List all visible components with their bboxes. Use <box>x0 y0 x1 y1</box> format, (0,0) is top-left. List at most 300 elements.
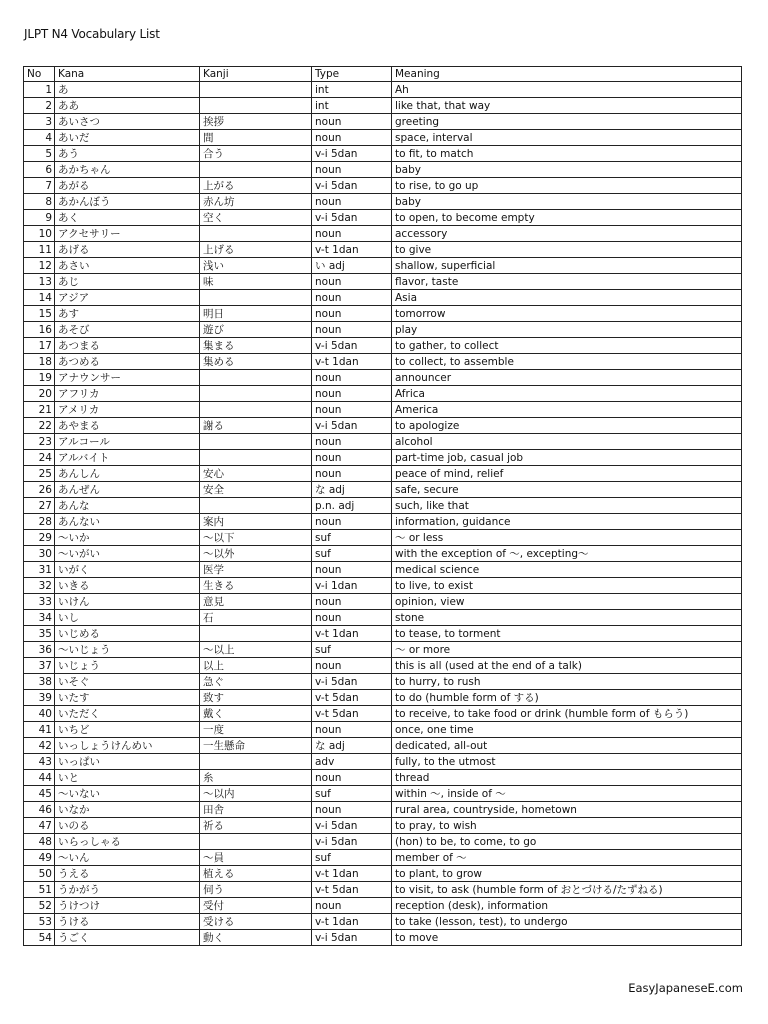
cell-no: 3 <box>24 114 55 130</box>
table-row <box>24 210 742 226</box>
cell-kana: あく <box>55 210 200 226</box>
cell-no: 11 <box>24 242 55 258</box>
cell-no: 42 <box>24 738 55 754</box>
cell-kana: いなか <box>55 802 200 818</box>
table-row <box>24 514 742 530</box>
cell-kana: いたす <box>55 690 200 706</box>
cell-type: int <box>312 98 392 114</box>
cell-kanji: 意見 <box>200 594 312 610</box>
cell-kanji <box>200 98 312 114</box>
cell-no: 7 <box>24 178 55 194</box>
cell-type: v-i 5dan <box>312 834 392 850</box>
cell-meaning: space, interval <box>392 130 742 146</box>
cell-no: 24 <box>24 450 55 466</box>
cell-type: v-i 5dan <box>312 930 392 946</box>
cell-meaning: to plant, to grow <box>392 866 742 882</box>
cell-no: 52 <box>24 898 55 914</box>
cell-kanji: 味 <box>200 274 312 290</box>
table-row <box>24 866 742 882</box>
cell-no: 8 <box>24 194 55 210</box>
cell-no: 22 <box>24 418 55 434</box>
cell-type: adv <box>312 754 392 770</box>
cell-type: suf <box>312 530 392 546</box>
cell-meaning: to collect, to assemble <box>392 354 742 370</box>
cell-no: 2 <box>24 98 55 114</box>
cell-kana: あいさつ <box>55 114 200 130</box>
cell-no: 46 <box>24 802 55 818</box>
table-row <box>24 306 742 322</box>
table-row <box>24 850 742 866</box>
cell-kanji: 生きる <box>200 578 312 594</box>
cell-type: noun <box>312 610 392 626</box>
header-kana: Kana <box>55 67 200 82</box>
cell-type: v-i 1dan <box>312 578 392 594</box>
cell-type: noun <box>312 514 392 530</box>
cell-type: suf <box>312 546 392 562</box>
cell-kanji <box>200 626 312 642</box>
cell-type: v-i 5dan <box>312 210 392 226</box>
cell-meaning: announcer <box>392 370 742 386</box>
cell-no: 53 <box>24 914 55 930</box>
cell-type: noun <box>312 162 392 178</box>
cell-kana: あ <box>55 82 200 98</box>
cell-kana: アルコール <box>55 434 200 450</box>
cell-meaning: to open, to become empty <box>392 210 742 226</box>
cell-meaning: to gather, to collect <box>392 338 742 354</box>
cell-meaning: thread <box>392 770 742 786</box>
cell-type: noun <box>312 130 392 146</box>
table-header-row <box>24 67 742 82</box>
cell-kana: いっぱい <box>55 754 200 770</box>
header-meaning: Meaning <box>392 67 742 82</box>
cell-meaning: to fit, to match <box>392 146 742 162</box>
cell-meaning: opinion, view <box>392 594 742 610</box>
cell-meaning: Ah <box>392 82 742 98</box>
table-row <box>24 834 742 850</box>
cell-type: suf <box>312 850 392 866</box>
cell-kanji: 一度 <box>200 722 312 738</box>
cell-kana: あんぜん <box>55 482 200 498</box>
cell-kana: アルバイト <box>55 450 200 466</box>
cell-no: 32 <box>24 578 55 594</box>
cell-type: v-t 5dan <box>312 882 392 898</box>
cell-kanji: 糸 <box>200 770 312 786</box>
table-row <box>24 706 742 722</box>
cell-kana: あいだ <box>55 130 200 146</box>
cell-kanji: 以上 <box>200 658 312 674</box>
cell-kanji <box>200 754 312 770</box>
cell-meaning: to receive, to take food or drink (humble form of もらう) <box>392 706 742 722</box>
table-row <box>24 418 742 434</box>
cell-meaning: to live, to exist <box>392 578 742 594</box>
cell-no: 15 <box>24 306 55 322</box>
cell-type: int <box>312 82 392 98</box>
cell-no: 21 <box>24 402 55 418</box>
cell-no: 29 <box>24 530 55 546</box>
table-row <box>24 674 742 690</box>
cell-kana: アナウンサー <box>55 370 200 386</box>
cell-kanji: 謝る <box>200 418 312 434</box>
cell-no: 16 <box>24 322 55 338</box>
cell-meaning: to tease, to torment <box>392 626 742 642</box>
cell-meaning: fully, to the utmost <box>392 754 742 770</box>
table-row <box>24 738 742 754</box>
cell-meaning: Africa <box>392 386 742 402</box>
cell-kanji <box>200 290 312 306</box>
table-row <box>24 402 742 418</box>
table-row <box>24 818 742 834</box>
cell-type: noun <box>312 450 392 466</box>
cell-meaning: to move <box>392 930 742 946</box>
cell-meaning: within 〜, inside of 〜 <box>392 786 742 802</box>
cell-meaning: safe, secure <box>392 482 742 498</box>
cell-meaning: America <box>392 402 742 418</box>
cell-no: 28 <box>24 514 55 530</box>
cell-kanji: 安心 <box>200 466 312 482</box>
cell-kanji <box>200 162 312 178</box>
cell-no: 48 <box>24 834 55 850</box>
cell-meaning: rural area, countryside, hometown <box>392 802 742 818</box>
cell-meaning: stone <box>392 610 742 626</box>
cell-no: 38 <box>24 674 55 690</box>
vocabulary-table <box>23 66 742 946</box>
cell-type: な adj <box>312 738 392 754</box>
cell-meaning: to pray, to wish <box>392 818 742 834</box>
cell-meaning: 〜 or more <box>392 642 742 658</box>
cell-meaning: to hurry, to rush <box>392 674 742 690</box>
table-row <box>24 482 742 498</box>
cell-kanji: 〜以内 <box>200 786 312 802</box>
cell-meaning: with the exception of 〜, excepting〜 <box>392 546 742 562</box>
cell-meaning: tomorrow <box>392 306 742 322</box>
cell-meaning: to rise, to go up <box>392 178 742 194</box>
cell-no: 31 <box>24 562 55 578</box>
table-row <box>24 690 742 706</box>
cell-type: v-i 5dan <box>312 178 392 194</box>
cell-kanji: 急ぐ <box>200 674 312 690</box>
cell-type: noun <box>312 898 392 914</box>
cell-kana: ああ <box>55 98 200 114</box>
cell-type: noun <box>312 402 392 418</box>
table-row <box>24 754 742 770</box>
cell-no: 14 <box>24 290 55 306</box>
cell-no: 51 <box>24 882 55 898</box>
cell-no: 19 <box>24 370 55 386</box>
header-kanji: Kanji <box>200 67 312 82</box>
cell-kanji <box>200 434 312 450</box>
cell-meaning: member of 〜 <box>392 850 742 866</box>
table-row <box>24 770 742 786</box>
document-title: JLPT N4 Vocabulary List <box>24 27 160 41</box>
cell-kana: あう <box>55 146 200 162</box>
cell-type: noun <box>312 370 392 386</box>
cell-meaning: 〜 or less <box>392 530 742 546</box>
cell-no: 50 <box>24 866 55 882</box>
cell-no: 27 <box>24 498 55 514</box>
cell-kana: あつめる <box>55 354 200 370</box>
cell-kana: いじょう <box>55 658 200 674</box>
cell-meaning: to take (lesson, test), to undergo <box>392 914 742 930</box>
cell-kanji: 伺う <box>200 882 312 898</box>
cell-kana: アフリカ <box>55 386 200 402</box>
cell-type: noun <box>312 722 392 738</box>
cell-no: 45 <box>24 786 55 802</box>
cell-meaning: shallow, superficial <box>392 258 742 274</box>
cell-type: noun <box>312 658 392 674</box>
cell-meaning: to apologize <box>392 418 742 434</box>
cell-kanji: 田舎 <box>200 802 312 818</box>
cell-meaning: baby <box>392 162 742 178</box>
cell-no: 6 <box>24 162 55 178</box>
cell-kana: 〜いない <box>55 786 200 802</box>
cell-type: noun <box>312 226 392 242</box>
table-row <box>24 242 742 258</box>
table-row <box>24 578 742 594</box>
cell-kanji: 挨拶 <box>200 114 312 130</box>
cell-type: v-t 5dan <box>312 690 392 706</box>
cell-meaning: to visit, to ask (humble form of おとづける/たずねる) <box>392 882 742 898</box>
cell-type: v-i 5dan <box>312 674 392 690</box>
cell-kanji: 遊び <box>200 322 312 338</box>
cell-kana: あんしん <box>55 466 200 482</box>
cell-type: noun <box>312 770 392 786</box>
table-row <box>24 194 742 210</box>
cell-type: suf <box>312 642 392 658</box>
table-row <box>24 642 742 658</box>
table-body <box>24 82 742 946</box>
cell-meaning: this is all (used at the end of a talk) <box>392 658 742 674</box>
cell-no: 12 <box>24 258 55 274</box>
table-row <box>24 178 742 194</box>
cell-kana: いきる <box>55 578 200 594</box>
cell-kana: 〜いじょう <box>55 642 200 658</box>
cell-type: な adj <box>312 482 392 498</box>
cell-kanji: 安全 <box>200 482 312 498</box>
cell-kana: アジア <box>55 290 200 306</box>
cell-kana: いがく <box>55 562 200 578</box>
cell-kana: いし <box>55 610 200 626</box>
cell-meaning: baby <box>392 194 742 210</box>
cell-kanji: 祈る <box>200 818 312 834</box>
cell-no: 5 <box>24 146 55 162</box>
cell-kana: アクセサリー <box>55 226 200 242</box>
cell-meaning: such, like that <box>392 498 742 514</box>
cell-kanji: 空く <box>200 210 312 226</box>
cell-no: 13 <box>24 274 55 290</box>
cell-type: v-i 5dan <box>312 146 392 162</box>
cell-type: noun <box>312 274 392 290</box>
cell-no: 9 <box>24 210 55 226</box>
cell-type: noun <box>312 434 392 450</box>
table-row <box>24 114 742 130</box>
cell-kana: 〜いん <box>55 850 200 866</box>
cell-kana: あげる <box>55 242 200 258</box>
cell-no: 20 <box>24 386 55 402</box>
cell-meaning: greeting <box>392 114 742 130</box>
table-row <box>24 370 742 386</box>
cell-kanji: 医学 <box>200 562 312 578</box>
cell-kanji: 動く <box>200 930 312 946</box>
cell-kanji: 一生懸命 <box>200 738 312 754</box>
table-row <box>24 466 742 482</box>
cell-type: suf <box>312 786 392 802</box>
cell-meaning: like that, that way <box>392 98 742 114</box>
cell-kanji: 石 <box>200 610 312 626</box>
table-row <box>24 882 742 898</box>
cell-kana: あさい <box>55 258 200 274</box>
cell-kana: いただく <box>55 706 200 722</box>
cell-type: v-t 1dan <box>312 914 392 930</box>
cell-kana: あつまる <box>55 338 200 354</box>
cell-meaning: Asia <box>392 290 742 306</box>
cell-type: noun <box>312 114 392 130</box>
cell-type: noun <box>312 386 392 402</box>
cell-kanji: 受ける <box>200 914 312 930</box>
cell-kana: あんな <box>55 498 200 514</box>
cell-kanji: 致す <box>200 690 312 706</box>
cell-kana: いらっしゃる <box>55 834 200 850</box>
cell-no: 10 <box>24 226 55 242</box>
cell-type: noun <box>312 306 392 322</box>
cell-meaning: peace of mind, relief <box>392 466 742 482</box>
cell-kana: いけん <box>55 594 200 610</box>
cell-no: 49 <box>24 850 55 866</box>
cell-kana: 〜いがい <box>55 546 200 562</box>
table-row <box>24 274 742 290</box>
cell-kana: うける <box>55 914 200 930</box>
cell-kana: あんない <box>55 514 200 530</box>
table-row <box>24 258 742 274</box>
cell-kanji: 〜員 <box>200 850 312 866</box>
table-row <box>24 914 742 930</box>
cell-no: 25 <box>24 466 55 482</box>
cell-kanji: 合う <box>200 146 312 162</box>
table-row <box>24 898 742 914</box>
cell-no: 39 <box>24 690 55 706</box>
cell-type: い adj <box>312 258 392 274</box>
table-row <box>24 930 742 946</box>
table-row <box>24 338 742 354</box>
cell-meaning: to give <box>392 242 742 258</box>
cell-kana: あそび <box>55 322 200 338</box>
cell-type: v-t 1dan <box>312 242 392 258</box>
cell-no: 40 <box>24 706 55 722</box>
cell-kana: 〜いか <box>55 530 200 546</box>
footer-site: EasyJapaneseE.com <box>628 981 743 995</box>
cell-kana: いそぐ <box>55 674 200 690</box>
cell-kanji: 上がる <box>200 178 312 194</box>
cell-type: v-t 1dan <box>312 354 392 370</box>
cell-kana: あかちゃん <box>55 162 200 178</box>
cell-kana: いと <box>55 770 200 786</box>
cell-kana: いのる <box>55 818 200 834</box>
cell-meaning: alcohol <box>392 434 742 450</box>
cell-type: noun <box>312 322 392 338</box>
cell-no: 47 <box>24 818 55 834</box>
cell-kanji: 上げる <box>200 242 312 258</box>
cell-meaning: part-time job, casual job <box>392 450 742 466</box>
cell-kana: あじ <box>55 274 200 290</box>
cell-kanji: 〜以上 <box>200 642 312 658</box>
cell-kanji: 浅い <box>200 258 312 274</box>
cell-kanji <box>200 450 312 466</box>
cell-kana: アメリカ <box>55 402 200 418</box>
cell-meaning: dedicated, all-out <box>392 738 742 754</box>
cell-no: 17 <box>24 338 55 354</box>
table-row <box>24 322 742 338</box>
cell-no: 30 <box>24 546 55 562</box>
cell-type: noun <box>312 594 392 610</box>
cell-kanji <box>200 386 312 402</box>
cell-type: noun <box>312 802 392 818</box>
cell-kana: あやまる <box>55 418 200 434</box>
table-row <box>24 146 742 162</box>
cell-kana: うごく <box>55 930 200 946</box>
table-row <box>24 594 742 610</box>
cell-no: 33 <box>24 594 55 610</box>
cell-no: 34 <box>24 610 55 626</box>
cell-no: 4 <box>24 130 55 146</box>
cell-kana: うえる <box>55 866 200 882</box>
cell-kanji: 集まる <box>200 338 312 354</box>
table-row <box>24 434 742 450</box>
table-row <box>24 658 742 674</box>
cell-kanji <box>200 834 312 850</box>
cell-kanji: 間 <box>200 130 312 146</box>
cell-kana: あす <box>55 306 200 322</box>
table-row <box>24 386 742 402</box>
cell-kanji: 受付 <box>200 898 312 914</box>
cell-kana: いちど <box>55 722 200 738</box>
cell-no: 18 <box>24 354 55 370</box>
cell-no: 35 <box>24 626 55 642</box>
table-row <box>24 530 742 546</box>
cell-kanji <box>200 370 312 386</box>
table-row <box>24 722 742 738</box>
cell-type: v-i 5dan <box>312 338 392 354</box>
cell-type: noun <box>312 562 392 578</box>
cell-meaning: play <box>392 322 742 338</box>
table-row <box>24 626 742 642</box>
cell-kanji: 赤ん坊 <box>200 194 312 210</box>
cell-no: 36 <box>24 642 55 658</box>
cell-kanji <box>200 82 312 98</box>
cell-meaning: information, guidance <box>392 514 742 530</box>
cell-kanji: 〜以下 <box>200 530 312 546</box>
cell-kana: あかんぼう <box>55 194 200 210</box>
cell-type: p.n. adj <box>312 498 392 514</box>
cell-no: 54 <box>24 930 55 946</box>
cell-type: noun <box>312 466 392 482</box>
cell-type: v-t 1dan <box>312 866 392 882</box>
table-row <box>24 130 742 146</box>
cell-meaning: medical science <box>392 562 742 578</box>
cell-kana: うかがう <box>55 882 200 898</box>
header-no: No <box>24 67 55 82</box>
cell-kanji: 案内 <box>200 514 312 530</box>
cell-no: 23 <box>24 434 55 450</box>
table-row <box>24 562 742 578</box>
cell-meaning: once, one time <box>392 722 742 738</box>
cell-kanji: 〜以外 <box>200 546 312 562</box>
table-row <box>24 162 742 178</box>
cell-meaning: reception (desk), information <box>392 898 742 914</box>
cell-type: v-t 1dan <box>312 626 392 642</box>
cell-type: noun <box>312 194 392 210</box>
cell-no: 41 <box>24 722 55 738</box>
cell-no: 44 <box>24 770 55 786</box>
table-row <box>24 498 742 514</box>
